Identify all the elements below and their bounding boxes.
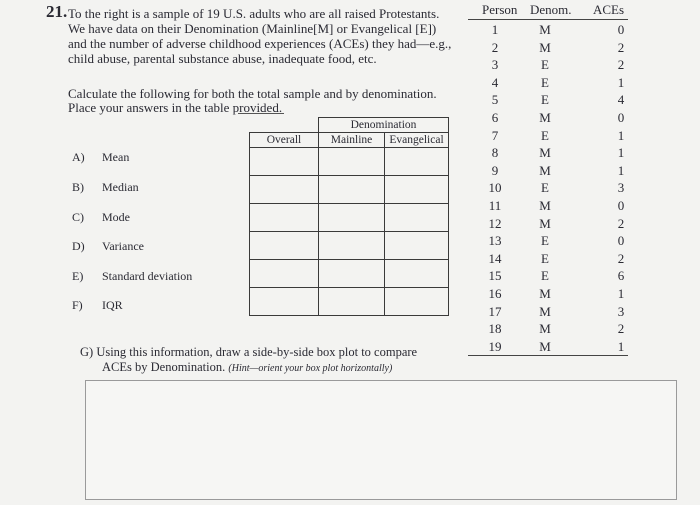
part-g-line-2: ACEs by Denomination. (Hint—orient your box plot horizontally) bbox=[102, 360, 393, 374]
prompt-line-2: We have data on their Denomination (Mainline[M] or Evangelical [E]) bbox=[68, 21, 437, 36]
prompt-line-3: and the number of adverse childhood experiences (ACEs) they had—e.g., bbox=[68, 36, 452, 51]
data-cell-aces: 1 bbox=[617, 286, 625, 301]
data-cell-aces: 3 bbox=[617, 180, 625, 195]
data-cell-denom: E bbox=[541, 233, 549, 248]
variance-evangelical-cell[interactable] bbox=[385, 232, 449, 260]
prompt-line-1: To the right is a sample of 19 U.S. adults who are all raised Protestants. bbox=[68, 6, 440, 21]
row-label-variance: D) Variance bbox=[72, 239, 144, 253]
mainline-header: Mainline bbox=[319, 133, 385, 148]
data-cell-denom: E bbox=[541, 268, 549, 283]
data-cell-denom: E bbox=[541, 180, 549, 195]
box-plot-answer-area[interactable] bbox=[85, 380, 677, 500]
denom-header: Denom. bbox=[530, 2, 572, 17]
data-cell-person: 16 bbox=[488, 286, 502, 301]
data-cell-aces: 0 bbox=[617, 110, 625, 125]
data-cell-aces: 1 bbox=[617, 339, 625, 354]
row-label-mean: A) Mean bbox=[72, 150, 130, 164]
data-cell-aces: 4 bbox=[617, 92, 625, 107]
row-label-iqr: F) IQR bbox=[72, 298, 123, 312]
iqr-evangelical-cell[interactable] bbox=[385, 288, 449, 316]
data-cell-aces: 2 bbox=[617, 321, 625, 336]
median-mainline-cell[interactable] bbox=[319, 176, 385, 204]
data-cell-person: 19 bbox=[488, 339, 502, 354]
denomination-header: Denomination bbox=[319, 118, 449, 133]
median-evangelical-cell[interactable] bbox=[385, 176, 449, 204]
data-cell-person: 7 bbox=[491, 128, 499, 143]
person-header: Person bbox=[482, 2, 518, 17]
part-g-line-1: G) Using this information, draw a side-by-side box plot to compare bbox=[80, 345, 418, 359]
data-cell-person: 13 bbox=[488, 233, 502, 248]
data-cell-denom: M bbox=[539, 286, 551, 301]
mean-mainline-cell[interactable] bbox=[319, 148, 385, 176]
data-cell-aces: 1 bbox=[617, 145, 625, 160]
data-cell-person: 18 bbox=[488, 321, 502, 336]
data-cell-person: 6 bbox=[491, 110, 499, 125]
data-cell-denom: E bbox=[541, 57, 549, 72]
answer-table bbox=[249, 117, 449, 316]
data-cell-aces: 2 bbox=[617, 40, 625, 55]
data-cell-denom: M bbox=[539, 22, 551, 37]
mode-mainline-cell[interactable] bbox=[319, 204, 385, 232]
mode-overall-cell[interactable] bbox=[250, 204, 319, 232]
data-cell-denom: M bbox=[539, 321, 551, 336]
data-cell-denom: M bbox=[539, 40, 551, 55]
mean-evangelical-cell[interactable] bbox=[385, 148, 449, 176]
sd-overall-cell[interactable] bbox=[250, 260, 319, 288]
data-cell-denom: E bbox=[541, 251, 549, 266]
data-cell-denom: M bbox=[539, 339, 551, 354]
data-cell-aces: 0 bbox=[617, 22, 625, 37]
part-g-hint: (Hint—orient your box plot horizontally) bbox=[228, 363, 393, 374]
sd-evangelical-cell[interactable] bbox=[385, 260, 449, 288]
data-cell-aces: 2 bbox=[617, 251, 625, 266]
data-cell-aces: 3 bbox=[617, 304, 625, 319]
data-cell-person: 1 bbox=[491, 22, 499, 37]
data-cell-person: 9 bbox=[491, 163, 499, 178]
iqr-overall-cell[interactable] bbox=[250, 288, 319, 316]
data-cell-aces: 1 bbox=[617, 75, 625, 90]
data-cell-denom: E bbox=[541, 92, 549, 107]
underline-mark bbox=[238, 113, 284, 114]
variance-overall-cell[interactable] bbox=[250, 232, 319, 260]
mode-evangelical-cell[interactable] bbox=[385, 204, 449, 232]
data-cell-denom: M bbox=[539, 304, 551, 319]
median-overall-cell[interactable] bbox=[250, 176, 319, 204]
data-cell-denom: M bbox=[539, 145, 551, 160]
iqr-mainline-cell[interactable] bbox=[319, 288, 385, 316]
row-label-median: B) Median bbox=[72, 180, 139, 194]
data-cell-person: 3 bbox=[491, 57, 499, 72]
overall-header: Overall bbox=[250, 133, 319, 148]
evangelical-header: Evangelical bbox=[385, 133, 449, 148]
data-cell-person: 4 bbox=[491, 75, 499, 90]
data-cell-denom: M bbox=[539, 110, 551, 125]
data-cell-aces: 0 bbox=[617, 233, 625, 248]
sd-mainline-cell[interactable] bbox=[319, 260, 385, 288]
data-cell-aces: 2 bbox=[617, 216, 625, 231]
question-number: 21. bbox=[46, 2, 68, 21]
instruction-line-1: Calculate the following for both the total sample and by denomination. bbox=[68, 86, 437, 101]
data-cell-aces: 1 bbox=[617, 163, 625, 178]
prompt-line-4: child abuse, parental substance abuse, inadequate food, etc. bbox=[68, 51, 377, 66]
data-cell-aces: 0 bbox=[617, 198, 625, 213]
data-cell-person: 8 bbox=[491, 145, 499, 160]
data-cell-person: 10 bbox=[488, 180, 502, 195]
data-cell-denom: E bbox=[541, 128, 549, 143]
data-cell-person: 15 bbox=[488, 268, 502, 283]
data-cell-denom: M bbox=[539, 163, 551, 178]
data-cell-denom: M bbox=[539, 198, 551, 213]
data-cell-person: 11 bbox=[488, 198, 502, 213]
variance-mainline-cell[interactable] bbox=[319, 232, 385, 260]
aces-header: ACEs bbox=[593, 2, 625, 17]
data-cell-person: 12 bbox=[488, 216, 502, 231]
data-cell-person: 2 bbox=[491, 40, 499, 55]
mean-overall-cell[interactable] bbox=[250, 148, 319, 176]
row-label-standard-deviation: E) Standard deviation bbox=[72, 269, 193, 283]
data-cell-denom: M bbox=[539, 216, 551, 231]
data-cell-denom: E bbox=[541, 75, 549, 90]
data-cell-aces: 2 bbox=[617, 57, 625, 72]
data-cell-person: 5 bbox=[491, 92, 499, 107]
row-label-mode: C) Mode bbox=[72, 210, 130, 224]
instruction-line-2: Place your answers in the table provided. bbox=[68, 100, 283, 115]
data-cell-aces: 6 bbox=[617, 268, 625, 283]
data-cell-person: 17 bbox=[488, 304, 502, 319]
data-cell-aces: 1 bbox=[617, 128, 625, 143]
data-table-top-rule bbox=[468, 19, 628, 20]
data-cell-person: 14 bbox=[488, 251, 502, 266]
data-table-bottom-rule bbox=[468, 355, 628, 356]
